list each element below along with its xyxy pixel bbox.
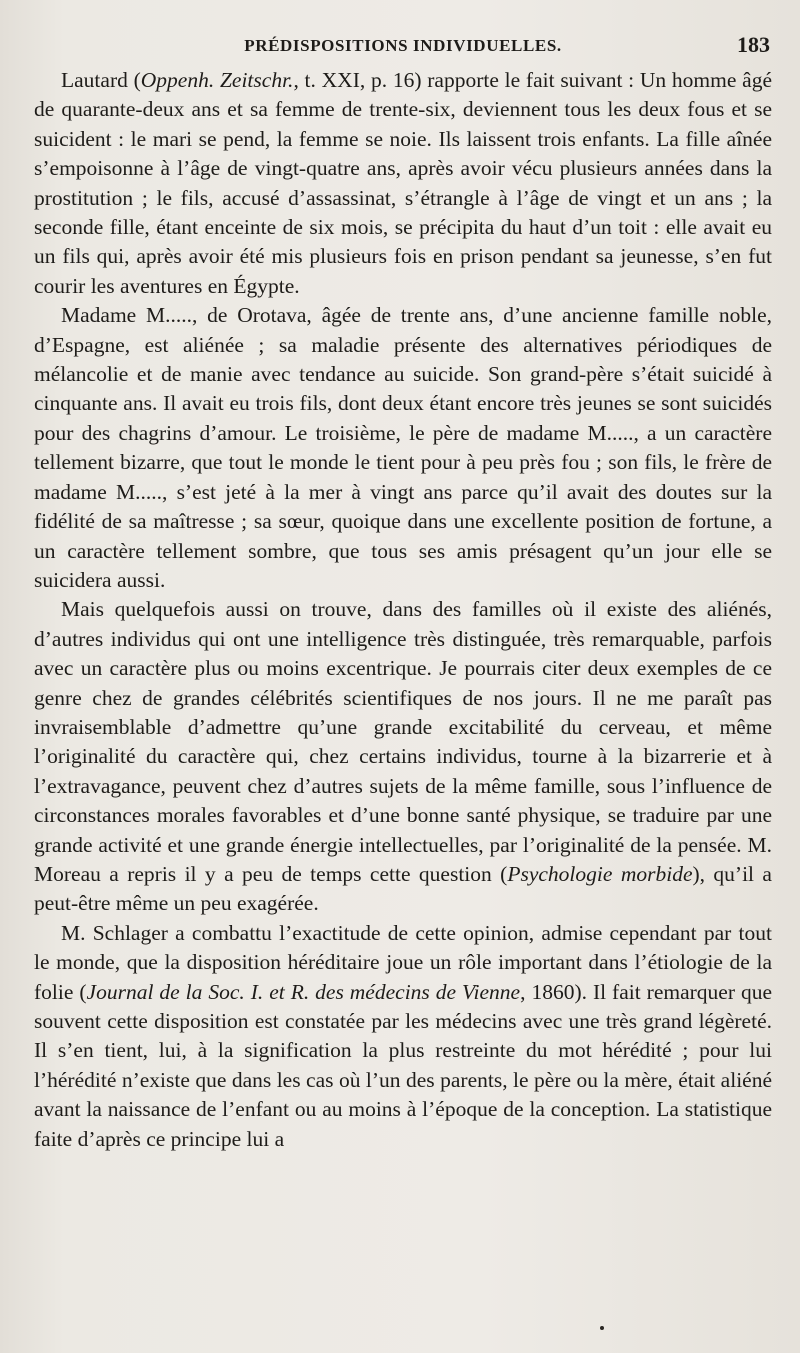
page-number: 183: [737, 32, 770, 57]
italic-citation: Journal de la Soc. I. et R. des médecins de Vienne: [86, 979, 521, 1004]
body-text: [34, 66, 772, 1154]
italic-citation: Psychologie morbide: [507, 861, 693, 886]
paragraph-schlager: [34, 919, 772, 1154]
ink-speck: [600, 1326, 604, 1330]
running-head: [34, 32, 772, 66]
text-run: M. Schlager a combattu l’exactitude de cette opinion, admise cependant par tout le monde, que la disposition héréditaire joue un rôle important dans l’étiologie de la folie (: [34, 920, 772, 1004]
paragraph-mais-quelquefois: [34, 595, 772, 918]
text-run: Mais quelquefois aussi on trouve, dans des familles où il existe des aliénés, d’autres individus qui ont une intelligence très distinguée, très remarquable, parfois avec un caractère plus ou moins excentrique. Je pourrais citer deux exemples de ce genre chez de grandes célébrités scientifiques de nos jours. Il ne me paraît pas invraisemblable d’admettre qu’une grande excitabilité du cerveau, et même l’originalité du caractère qui, chez certains individus, tourne à la bizarrerie et à l’extravagance, peuvent chez d’autres sujets de la même famille, sous l’influence de circonstances morales favorables et d’une bonne santé physique, se traduire par une grande activité et une grande énergie intellectuelles, par l’originalité de la pensée. M. Moreau a repris il y a peu de temps cette question (: [34, 597, 772, 886]
text-run: ), qu’il a peut-être même un peu exagérée.: [34, 861, 772, 916]
paragraph-lautard: [34, 66, 772, 301]
text-run: , 1860). Il fait remarquer que souvent cette disposition est constatée par les médecins avec une très grand légèreté. Il s’en tient, lui, à la signification la plus restreinte du mot hérédité ; pour lui l’hérédité n’existe que dans les cas où l’un des parents, le père ou la mère, était aliéné avant la naissance de l’enfant ou au moins à l’époque de la conception. La statistique faite d’après ce principe lui a: [34, 979, 772, 1151]
text-run: , t. XXI, p. 16) rapporte le fait suivant : Un homme âgé de quarante-deux ans et sa femme de trente-six, deviennent tous les deux fous et se suicident : le mari se pend, la femme se noie. Ils laissent trois enfants. La fille aînée s’empoisonne à l’âge de vingt-quatre ans, après avoir vécu plusieurs années dans la prostitution ; le fils, accusé d’assassinat, s’étrangle à l’âge de vingt et un ans ; la seconde fille, étant enceinte de six mois, se précipita du haut d’un toit : elle avait eu un fils qui, après avoir été mis plusieurs fois en prison pendant sa jeunesse, s’en fut courir les aventures en Égypte.: [34, 68, 772, 298]
running-title: PRÉDISPOSITIONS INDIVIDUELLES.: [244, 36, 562, 55]
paragraph-madame-m: [34, 301, 772, 595]
text-run: Madame M....., de Orotava, âgée de trente ans, d’une ancienne famille noble, d’Espagne, est aliénée ; sa maladie présente des alternatives périodiques de mélancolie et de manie avec tendance au suicide. Son grand-père s’était suicidé à cinquante ans. Il avait eu trois fils, dont deux étant encore très jeunes se sont suicidés pour des chagrins d’amour. Le troisième, le père de madame M....., a un caractère tellement bizarre, que tout le monde le tient pour à peu près fou ; son fils, le frère de madame M....., s’est jeté à la mer à vingt ans parce qu’il avait des doutes sur la fidélité de sa maîtresse ; sa sœur, quoique dans une excellente position de fortune, a un caractère tellement sombre, que tous ses amis présagent qu’un jour elle se suicidera aussi.: [34, 303, 772, 592]
italic-citation: Oppenh. Zeitschr.: [140, 68, 294, 92]
text-run: Lautard (: [61, 68, 141, 92]
